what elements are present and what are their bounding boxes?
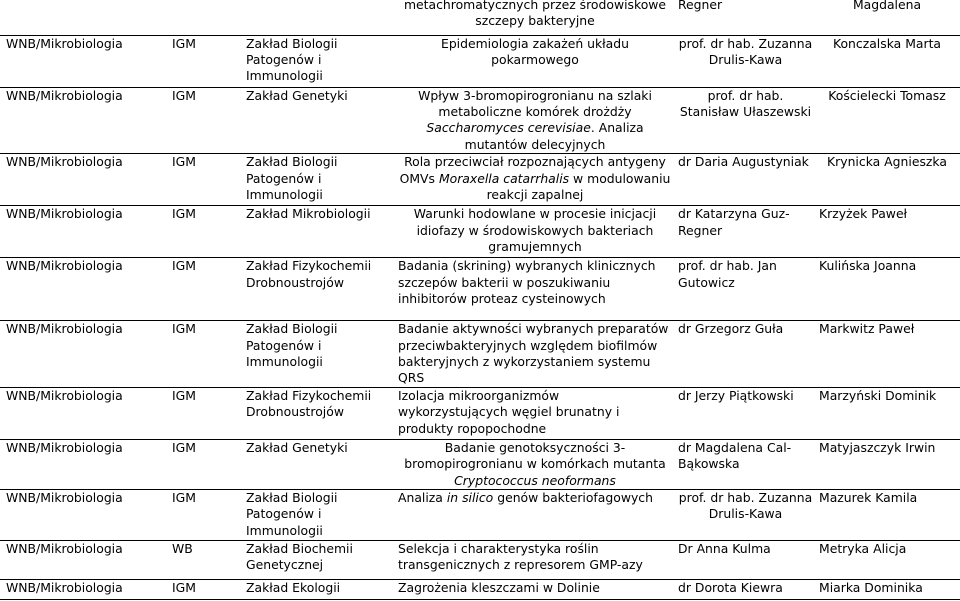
department-cell: Zakład Mikrobiologii: [240, 206, 392, 258]
supervisor-cell: Regner: [672, 0, 813, 35]
thesis-title-text: Epidemiologia zakażeń układu pokarmowego: [440, 35, 629, 67]
faculty-cell: [0, 0, 166, 35]
thesis-title-text: Badanie aktywności wybranych preparatów przeciwbakteryjnych względem biofilmów bakteryjnych z wykorzystaniem systemu QRS: [398, 321, 669, 386]
table-row: [0, 154, 960, 206]
thesis-title-text: Selekcja i charakterystyka roślin transgenicznych z represorem GMP-azy: [398, 540, 643, 573]
student-cell: Metryka Alicja: [813, 540, 960, 579]
department-cell: [240, 0, 392, 35]
thesis-title-cell: [392, 258, 672, 321]
table-row: [0, 439, 960, 489]
thesis-title-italic: Moraxella catarrhalis: [438, 170, 570, 186]
faculty-cell: WNB/Mikrobiologia: [0, 579, 166, 599]
faculty-cell: WNB/Mikrobiologia: [0, 439, 166, 489]
thesis-title-cell: [392, 540, 672, 579]
thesis-title-cell: [392, 439, 672, 489]
thesis-title-text: Badanie genotoksyczności 3-bromopirogronianu w komórkach mutanta: [404, 439, 666, 472]
institute-cell: [166, 0, 240, 35]
faculty-cell: WNB/Mikrobiologia: [0, 35, 166, 87]
supervisor-cell: prof. dr hab. Stanisław Ułaszewski: [672, 87, 813, 154]
department-cell: Zakład Biologii Patogenów i Immunologii: [240, 489, 392, 540]
faculty-cell: WNB/Mikrobiologia: [0, 154, 166, 206]
student-cell: Krzyżek Paweł: [813, 206, 960, 258]
department-cell: Zakład Biologii Patogenów i Immunologii: [240, 154, 392, 206]
student-cell: Magdalena: [813, 0, 960, 35]
department-cell: Zakład Biochemii Genetycznej: [240, 540, 392, 579]
thesis-title-text: Wpływ 3-bromopirogronianu na szlaki metaboliczne komórek drożdży: [418, 87, 652, 119]
student-cell: Matyjaszczyk Irwin: [813, 439, 960, 489]
student-cell: Miarka Dominika: [813, 579, 960, 599]
institute-cell: IGM: [166, 35, 240, 87]
supervisor-cell: dr Magdalena Cal-Bąkowska: [672, 439, 813, 489]
thesis-title-cell: [392, 206, 672, 258]
thesis-title-italic: in silico: [446, 489, 494, 505]
table-row: [0, 87, 960, 154]
thesis-title-text: w modulowaniu reakcji zapalnej: [486, 170, 671, 202]
supervisor-cell: dr Jerzy Piątkowski: [672, 387, 813, 439]
thesis-title-cell: [392, 579, 672, 599]
department-cell: Zakład Fizykochemii Drobnoustrojów: [240, 387, 392, 439]
institute-cell: IGM: [166, 439, 240, 489]
faculty-cell: WNB/Mikrobiologia: [0, 489, 166, 540]
thesis-title-cell: [392, 489, 672, 540]
table-row: [0, 579, 960, 599]
student-cell: Mazurek Kamila: [813, 489, 960, 540]
table-row: [0, 321, 960, 388]
supervisor-cell: Dr Anna Kulma: [672, 540, 813, 579]
supervisor-cell: dr Daria Augustyniak: [672, 154, 813, 206]
institute-cell: IGM: [166, 206, 240, 258]
thesis-title-text: Zagrożenia kleszczami w Dolinie: [398, 579, 600, 595]
supervisor-cell: dr Grzegorz Guła: [672, 321, 813, 388]
institute-cell: IGM: [166, 321, 240, 388]
student-cell: Krynicka Agnieszka: [813, 154, 960, 206]
table-row: [0, 35, 960, 87]
institute-cell: IGM: [166, 489, 240, 540]
thesis-title-cell: [392, 87, 672, 154]
institute-cell: IGM: [166, 87, 240, 154]
institute-cell: WB: [166, 540, 240, 579]
supervisor-cell: dr Katarzyna Guz-Regner: [672, 206, 813, 258]
thesis-title-cell: [392, 321, 672, 388]
table-row: [0, 387, 960, 439]
student-cell: Markwitz Paweł: [813, 321, 960, 388]
supervisor-cell: dr Dorota Kiewra: [672, 579, 813, 599]
supervisor-cell: prof. dr hab. Zuzanna Drulis-Kawa: [672, 489, 813, 540]
thesis-title-text: Badania (skrining) wybranych klinicznych szczepów bakterii w poszukiwaniu inhibitorów proteaz cysteinowych: [398, 258, 656, 306]
thesis-title-italic: Cryptococcus neoformans: [454, 472, 616, 488]
department-cell: Zakład Genetyki: [240, 87, 392, 154]
department-cell: Zakład Ekologii: [240, 579, 392, 599]
supervisor-cell: prof. dr hab. Jan Gutowicz: [672, 258, 813, 321]
thesis-title-text: . Analiza mutantów delecyjnych: [464, 120, 644, 152]
student-cell: Konczalska Marta: [813, 35, 960, 87]
thesis-title-text: Analiza: [398, 489, 447, 505]
faculty-cell: WNB/Mikrobiologia: [0, 206, 166, 258]
table-row: [0, 206, 960, 258]
thesis-title-cell: [392, 387, 672, 439]
thesis-title-cell: [392, 0, 672, 35]
table-row: [0, 489, 960, 540]
department-cell: Zakład Biologii Patogenów i Immunologii: [240, 321, 392, 388]
table-row: [0, 540, 960, 579]
thesis-title-italic: Saccharomyces cerevisiae: [426, 120, 591, 136]
thesis-title-cell: [392, 154, 672, 206]
student-cell: Marzyński Dominik: [813, 387, 960, 439]
table-row: [0, 258, 960, 321]
department-cell: Zakład Biologii Patogenów i Immunologii: [240, 35, 392, 87]
faculty-cell: WNB/Mikrobiologia: [0, 321, 166, 388]
institute-cell: IGM: [166, 154, 240, 206]
supervisor-cell: prof. dr hab. Zuzanna Drulis-Kawa: [672, 35, 813, 87]
student-cell: Kościelecki Tomasz: [813, 87, 960, 154]
thesis-title-text: Rola przeciwciał rozpoznających antygeny OMVs: [399, 154, 666, 186]
institute-cell: IGM: [166, 258, 240, 321]
thesis-title-text: genów bakteriofagowych: [493, 489, 653, 505]
thesis-title-text: Izolacja mikroorganizmów wykorzystujących węgiel brunatny i produkty ropopochodne: [398, 387, 620, 436]
department-cell: Zakład Genetyki: [240, 439, 392, 489]
institute-cell: IGM: [166, 387, 240, 439]
faculty-cell: WNB/Mikrobiologia: [0, 387, 166, 439]
institute-cell: IGM: [166, 579, 240, 599]
faculty-cell: WNB/Mikrobiologia: [0, 540, 166, 579]
department-cell: Zakład Fizykochemii Drobnoustrojów: [240, 258, 392, 321]
thesis-title-text: Warunki hodowlane w procesie inicjacji idiofazy w środowiskowych bakteriach gramujemnych: [413, 206, 657, 254]
thesis-title-cell: [392, 35, 672, 87]
faculty-cell: WNB/Mikrobiologia: [0, 258, 166, 321]
faculty-cell: WNB/Mikrobiologia: [0, 87, 166, 154]
thesis-title-text: metachromatycznych przez środowiskowe szczepy bakteryjne: [403, 0, 667, 29]
student-cell: Kulińska Joanna: [813, 258, 960, 321]
table-row: [0, 0, 960, 35]
